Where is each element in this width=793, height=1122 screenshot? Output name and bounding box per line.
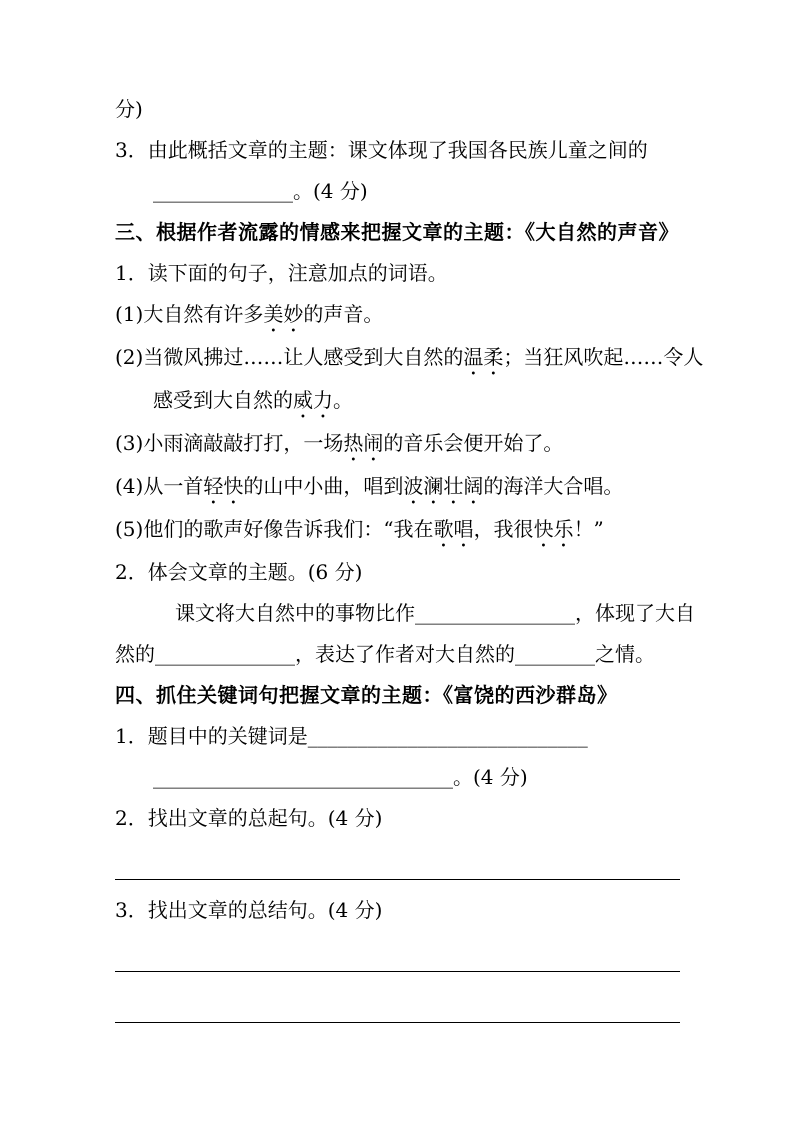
text-run: (2)当微风拂过……让人感受到大自然的 (115, 345, 464, 369)
text-run: ______________。(4 分) (153, 179, 368, 203)
text-run: ！” (573, 517, 604, 541)
text-run: 的山中小曲，唱到 (243, 474, 404, 498)
emphasized-text: 热闹 (343, 431, 384, 455)
sentence-1 (115, 294, 680, 337)
text-run: 分) (115, 97, 143, 121)
emphasized-text: 美妙 (263, 302, 304, 326)
sentence-5 (115, 509, 680, 552)
emphasized-text: 快乐 (533, 517, 574, 541)
sentence-2-line-2 (115, 380, 680, 423)
text-run: ______________________________。(4 分) (153, 765, 528, 789)
text-run: 然的______________，表达了作者对大自然的________之情。 (115, 642, 655, 666)
text-run: 2．找出文章的总起句。(4 分) (115, 806, 383, 830)
text-run: 2．体会文章的主题。(6 分) (115, 560, 363, 584)
section-4-heading (115, 675, 680, 716)
emphasized-text: 温柔 (463, 345, 504, 369)
text-run: 1．读下面的句子，注意加点的词语。 (115, 261, 448, 285)
text-run: 四、抓住关键词句把握文章的主题：《富饶的西沙群岛》 (115, 683, 618, 707)
section-3-heading (115, 212, 680, 253)
sentence-3 (115, 423, 680, 466)
section-3-item-2 (115, 552, 680, 593)
text-run: 课文将大自然中的事物比作________________，体现了大自 (175, 601, 695, 625)
continuation-score (115, 89, 680, 130)
text-run: (3)小雨滴敲敲打打，一场 (115, 431, 344, 455)
emphasized-text: 轻快 (203, 474, 244, 498)
fill-blank-line-2 (115, 634, 680, 675)
text-run: (1)大自然有许多 (115, 302, 264, 326)
text-run: 的声音。 (303, 302, 384, 326)
text-run: 3．找出文章的总结句。(4 分) (115, 898, 383, 922)
text-run: 三、根据作者流露的情感来把握文章的主题：《大自然的声音》 (115, 220, 679, 244)
section-4-item-3 (115, 890, 680, 931)
emphasized-text: 威力 (293, 388, 333, 412)
text-run: ，我很 (473, 517, 534, 541)
text-run: (4)从一首 (115, 474, 204, 498)
question-3-blank (115, 171, 680, 212)
section-4-item-1 (115, 716, 680, 757)
emphasized-text: 波澜壮阔 (403, 474, 484, 498)
answer-line-1 (115, 839, 680, 880)
text-run: 3．由此概括文章的主题：课文体现了我国各民族儿童之间的 (115, 138, 648, 162)
text-run: 的海洋大合唱。 (483, 474, 624, 498)
question-3-summary (115, 130, 680, 171)
text-run: ；当狂风吹起……令人 (503, 345, 704, 369)
text-run: 感受到大自然的 (153, 388, 293, 412)
fill-blank-line-1 (115, 593, 695, 634)
sentence-2-line-1 (115, 337, 704, 380)
sentence-4 (115, 466, 680, 509)
emphasized-text: 歌唱 (433, 517, 474, 541)
section-3-item-1 (115, 253, 680, 294)
text-run: 。 (333, 388, 353, 412)
answer-line-3 (115, 982, 680, 1023)
answer-line-2 (115, 931, 680, 972)
text-run: 1．题目中的关键词是____________________________ (115, 724, 588, 748)
section-4-item-1-blank (115, 757, 680, 798)
section-4-item-2 (115, 798, 680, 839)
text-run: 的音乐会便开始了。 (383, 431, 564, 455)
text-run: (5)他们的歌声好像告诉我们：“我在 (115, 517, 434, 541)
